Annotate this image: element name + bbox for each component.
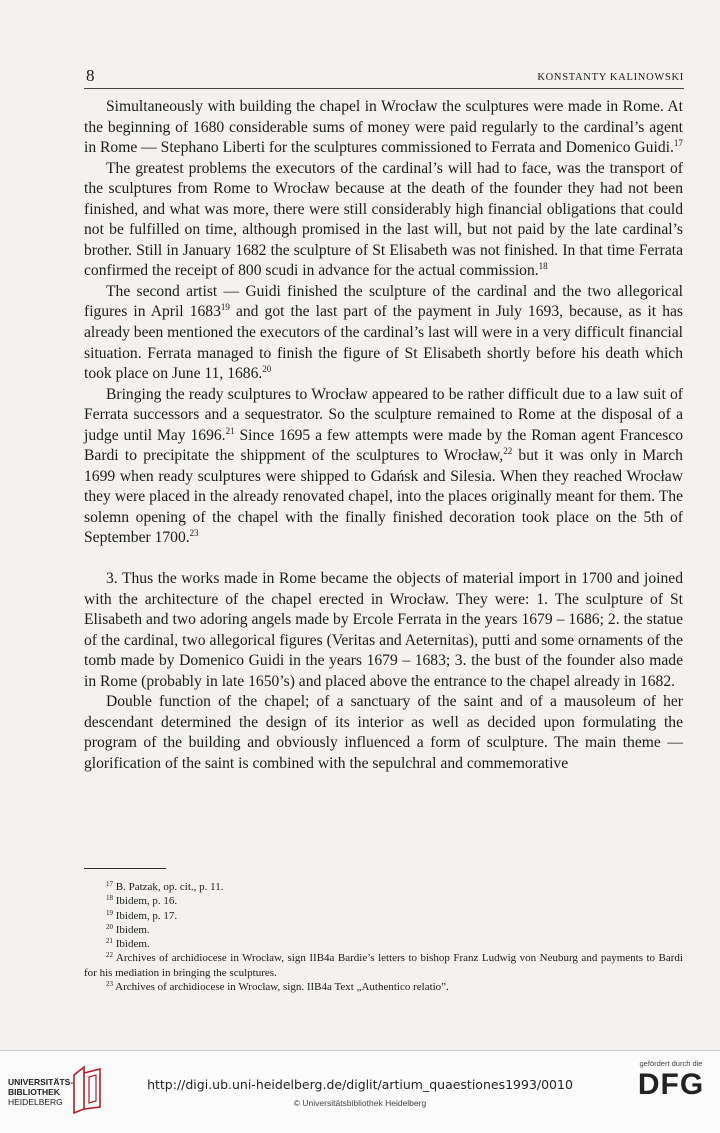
footnote-text: Ibidem, p. 16.	[115, 895, 178, 908]
footnotes	[84, 880, 683, 994]
footnote-number: 18	[106, 894, 113, 903]
copyright-notice: © Universitätsbibliothek Heidelberg	[293, 1098, 427, 1108]
paragraph-4-text-c: but it was only in March 1699 when ready sculptures were shipped to Gdańsk and Silesia. When they reached Wrocław they were placed in the already renovated chapel, into the places originally meant for them. The solemn opening of the chapel with the finally finished decoration took place on the 5th of September 1700.	[84, 447, 683, 547]
footnote-23	[84, 980, 683, 994]
footnote-number: 19	[106, 908, 113, 917]
digitization-footer	[0, 1050, 720, 1133]
footnote-17	[84, 880, 683, 894]
paragraph-1	[84, 97, 683, 159]
footnote-21	[84, 937, 683, 951]
footnote-number: 22	[106, 951, 113, 960]
footnote-ref-22[interactable]: 22	[503, 446, 513, 457]
paragraph-1-text: Simultaneously with building the chapel in Wrocław the sculptures were made in Rome. At the beginning of 1680 considerable sums of money were paid regularly to the cardinal’s agent in Rome — Stephano Liberti for the sculptures commissioned to Ferrata and Domenico Guidi.	[84, 98, 683, 157]
footnote-text: Ibidem, p. 17.	[115, 909, 178, 922]
library-name-line-2: BIBLIOTHEK	[8, 1087, 60, 1097]
footnote-ref-17[interactable]: 17	[673, 138, 683, 149]
footnote-divider	[84, 868, 166, 869]
paragraph-3-text-b: and got the last part of the payment in July 1693, because, as it has already been mentioned the executors of the cardinal’s last will were in a very difficult financial situation. Ferrata managed to finish the figure of St Elisabeth shortly before his death which took place on June 11, 1686.	[84, 303, 683, 383]
paragraph-2	[84, 159, 683, 282]
permalink-url[interactable]: http://digi.ub.uni-heidelberg.de/diglit/artium_quaestiones1993/0010	[147, 1077, 573, 1092]
body-text	[84, 97, 683, 775]
footnote-text: Archives of archidiocese in Wrocław, sign. IIB4a Text „Authentico relatio”.	[115, 981, 449, 994]
footnote-number: 21	[106, 937, 113, 946]
footnote-text: Archives of archidiocese in Wrocław, sign IIB4a Bardie’s letters to bishop Franz Ludwig von Neuburg and payments to Bardi for his mediation in bringing the sculptures.	[84, 952, 683, 979]
footnote-text: Ibidem.	[115, 938, 150, 951]
paragraph-2-text: The greatest problems the executors of the cardinal’s will had to face, was the transport of the sculptures from Rome to Wrocław because at the death of the founder they had not been finished, and what was more, there were still considerably high financial obligations that could not be fulfilled on time, although promised in the last will, but not paid by the late cardinal’s brother. Still in January 1682 the sculpture of St Elisabeth was not finished. In that time Ferrata confirmed the receipt of 800 scudi in advance for the actual commission.	[84, 159, 683, 280]
library-name-line-3: HEIDELBERG	[8, 1097, 63, 1107]
footnote-number: 17	[106, 880, 113, 888]
footnote-number: 23	[106, 980, 113, 989]
footnote-text: B. Patzak, op. cit., p. 11.	[115, 881, 224, 893]
paragraph-3-text-a: The second artist — Guidi finished the sculpture of the cardinal and the two allegorical figures in April 1683	[84, 282, 683, 321]
footnote-text: Ibidem.	[115, 923, 150, 936]
page-number: 8	[86, 66, 95, 85]
paragraph-5: 3. Thus the works made in Rome became the objects of material import in 1700 and joined with the architecture of the chapel erected in Wrocław. They were: 1. The sculpture of St Elisabeth and two adoring angels made by Ercole Ferrata in the years 1679 – 1686; 2. the statue of the cardinal, two allegorical figures (Veritas and Aeternitas), putti and some ornaments of the tomb made by Domenico Guidi in the years 1679 – 1683; 3. the bust of the founder also made in Rome (probably in late 1650’s) and placed above the entrance to the chapel already in 1682.	[84, 570, 683, 690]
paragraph-4-text-a: Bringing the ready sculptures to Wrocław appeared to be rather difficult due to a law suit of Ferrata successors and a sequestrator. So the sculpture remained to Rome at the disposal of a judge until May 1696.	[84, 385, 683, 444]
footnote-ref-21[interactable]: 21	[225, 425, 235, 436]
running-head	[84, 68, 684, 89]
footnote-ref-23[interactable]: 23	[189, 528, 199, 539]
footnote-ref-20[interactable]: 20	[262, 364, 272, 375]
footnote-ref-18[interactable]: 18	[538, 261, 548, 272]
funder-logo[interactable]	[632, 1059, 710, 1117]
footnote-number: 20	[106, 922, 113, 931]
paragraph-6: Double function of the chapel; of a sanctuary of the saint and of a mausoleum of her descendant determined the design of its interior as well as decided upon formulating the program of the building and obviously influenced a form of sculpture. The main theme — glorification of the saint is combined with the sepulchral and commemorative	[84, 693, 683, 772]
paragraph-4-text-b: Since 1695 a few attempts were made by the Roman agent Francesco Bardi to precipitate the shippment of the sculptures to Wrocław,	[84, 426, 683, 465]
dfg-logo-text: DFG	[637, 1068, 705, 1101]
footnote-22	[84, 951, 683, 980]
funder-caption: gefördert durch die	[639, 1059, 703, 1068]
footnote-18	[84, 894, 683, 908]
paragraph-3	[84, 282, 683, 385]
footnote-ref-19[interactable]: 19	[220, 302, 230, 313]
running-title: KONSTANTY KALINOWSKI	[537, 72, 684, 83]
library-name-line-1: UNIVERSITÄTS-	[8, 1077, 74, 1087]
footnote-19	[84, 909, 683, 923]
footnote-20	[84, 923, 683, 937]
paragraph-4	[84, 385, 683, 549]
